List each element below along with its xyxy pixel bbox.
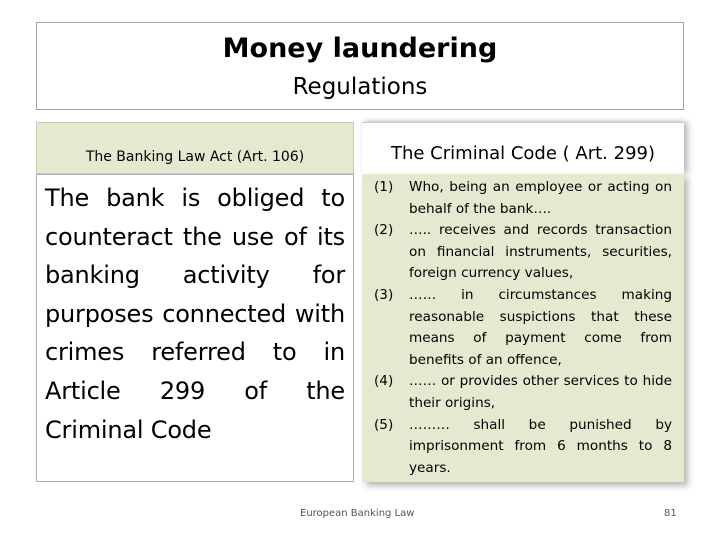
clause-number: (3) <box>374 286 394 303</box>
criminal-code-heading <box>362 122 684 174</box>
clause-item <box>374 415 672 480</box>
banking-law-heading <box>36 122 354 174</box>
clause-item <box>374 177 672 220</box>
clause-item <box>374 371 672 414</box>
banking-law-body: The bank is obliged to counteract the use of its banking activity for purposes connected with crimes referred to in Article 299 of the Criminal Code <box>36 174 354 482</box>
page-title: Money laundering <box>222 33 498 64</box>
footer-text: European Banking Law <box>300 508 415 519</box>
criminal-code-heading-text: The Criminal Code ( Art. 299) <box>390 143 655 164</box>
clause-number: (4) <box>374 373 394 390</box>
clause-item <box>374 220 672 285</box>
criminal-code-body <box>362 174 684 482</box>
clause-text: ……… shall be punished by imprisonment from 6 months to 8 years. <box>409 416 672 476</box>
clause-number: (5) <box>374 416 394 433</box>
clause-number: (2) <box>374 222 394 239</box>
clause-item <box>374 285 672 371</box>
page-number: 81 <box>664 508 677 519</box>
page-subtitle: Regulations <box>292 74 428 100</box>
clause-text: …… or provides other services to hide their origins, <box>409 373 672 411</box>
clause-number: (1) <box>374 179 394 195</box>
banking-law-heading-text: The Banking Law Act (Art. 106) <box>85 149 305 165</box>
title-box <box>36 22 684 110</box>
clause-text: …… in circumstances making reasonable suspictions that these means of payment come from benefits of an offence, <box>409 286 672 368</box>
clause-text: Who, being an employee or acting on behalf of the bank…. <box>409 179 672 217</box>
clause-text: ….. receives and records transaction on financial instruments, securities, foreign currency values, <box>409 222 672 282</box>
